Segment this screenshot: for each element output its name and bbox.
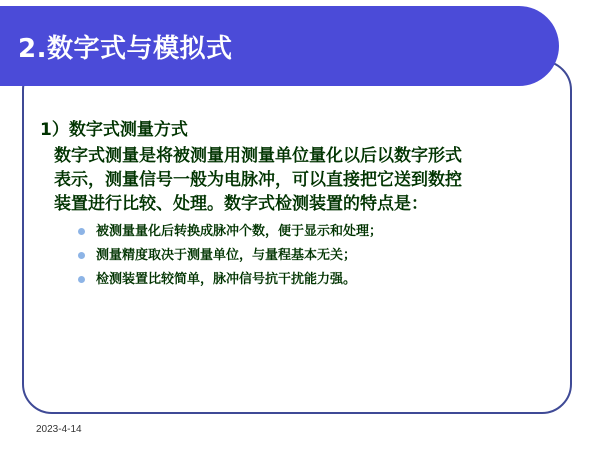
title-bar — [0, 6, 559, 86]
paragraph-line: 数字式测量是将被测量用测量单位量化以后以数字形式 — [54, 146, 462, 166]
body-paragraph — [54, 144, 554, 216]
bullet-dot-icon — [78, 276, 85, 283]
slide-title: 2.数字式与模拟式 — [18, 34, 233, 64]
paragraph-line: 装置进行比较、处理。数字式检测装置的特点是： — [54, 194, 428, 214]
bullet-text: 检测装置比较简单，脉冲信号抗干扰能力强。 — [96, 272, 357, 287]
section-heading: 1）数字式测量方式 — [40, 120, 188, 140]
paragraph-line: 表示，测量信号一般为电脉冲，可以直接把它送到数控 — [54, 170, 462, 190]
bullet-text: 被测量量化后转换成脉冲个数，便于显示和处理； — [96, 224, 383, 239]
bullet-dot-icon — [78, 252, 85, 259]
bullet-dot-icon — [78, 228, 85, 235]
bullet-text: 测量精度取决于测量单位，与量程基本无关； — [96, 248, 357, 263]
slide-date: 2023-4-14 — [36, 424, 82, 435]
